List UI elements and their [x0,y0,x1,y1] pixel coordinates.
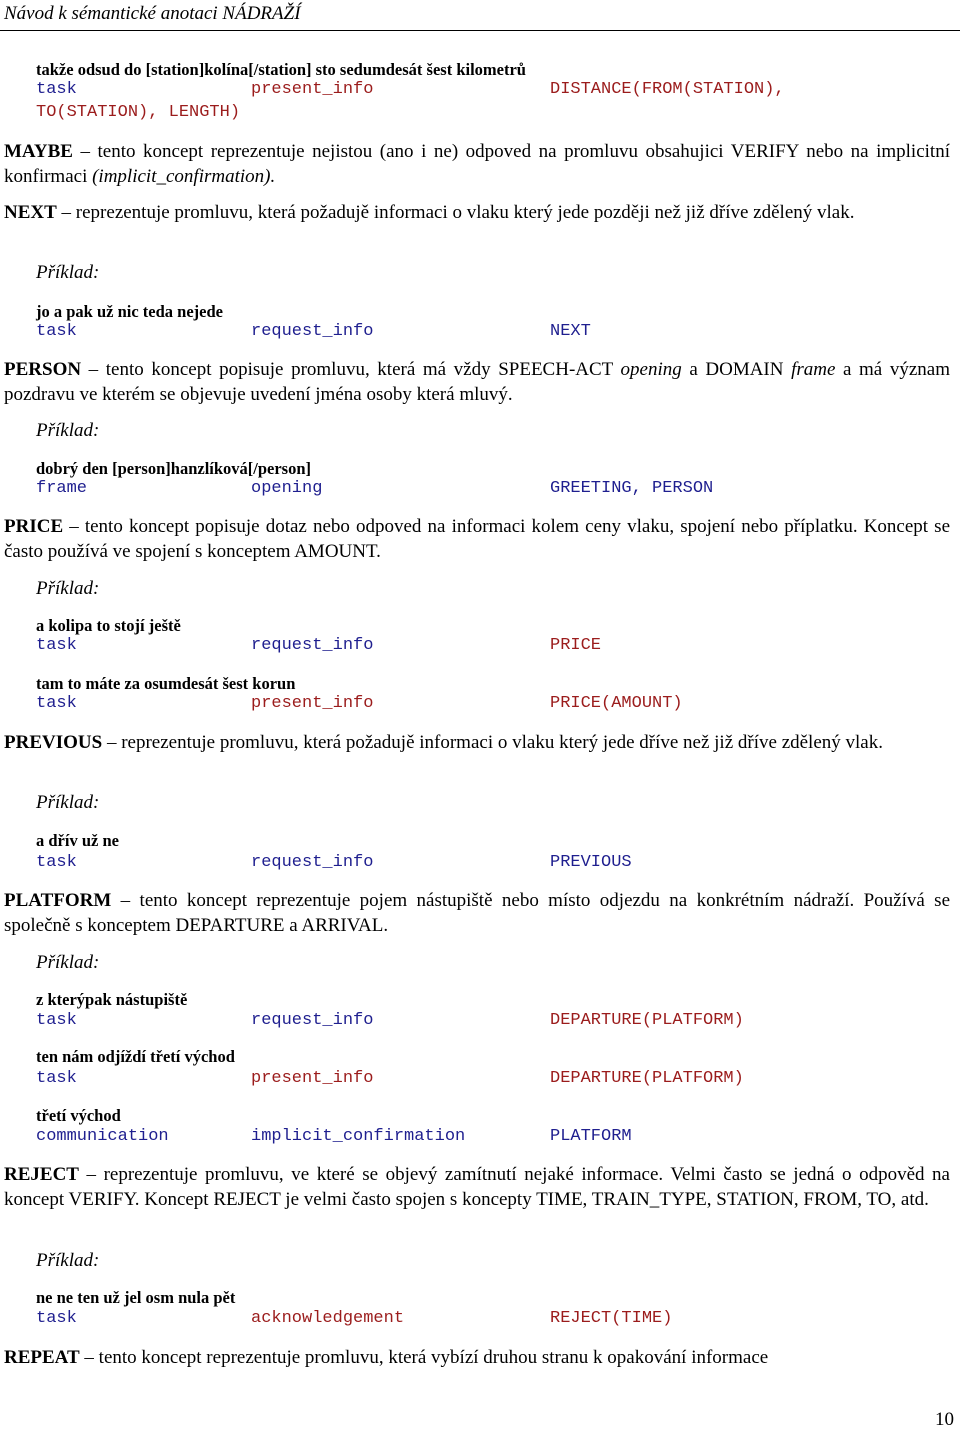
example-semantics: PRICE [550,636,602,655]
example-sentence: jo a pak už nic teda nejede [36,302,223,321]
example-sentence: a dřív už ne [36,831,119,850]
example-semantics: PRICE(AMOUNT) [550,694,683,713]
example-label: Příklad: [36,578,100,599]
example-speech-act: opening [251,479,323,498]
example-domain: task [36,80,77,99]
page-number: 10 [935,1409,954,1430]
example-semantics: GREETING, PERSON [550,479,714,498]
concept-term: PLATFORM [4,890,112,911]
concept-term: REPEAT [4,1347,80,1368]
example-speech-act: implicit_confirmation [251,1127,466,1146]
example-label: Příklad: [36,420,100,441]
example-sentence: tam to máte za osumdesát šest korun [36,674,296,693]
example-speech-act: present_info [251,80,374,99]
example-domain: task [36,853,77,872]
concept-price-paragraph: PRICE – tento koncept popisuje dotaz nebo odpoved na informaci kolem ceny vlaku, spojení nebo příplatku. Koncept se často používá ve spojení s konceptem AMOUNT. [4,516,950,562]
example-speech-act: request_info [251,636,374,655]
example-domain: task [36,322,77,341]
example-label: Příklad: [36,952,100,973]
document-header-title: Návod k sémantické anotaci NÁDRAŽÍ [4,3,301,24]
example-sentence: třetí východ [36,1106,121,1125]
example-speech-act: present_info [251,694,374,713]
example-semantics: NEXT [550,322,591,341]
concept-term: PRICE [4,516,64,537]
concept-platform-paragraph: PLATFORM – tento koncept reprezentuje pojem nástupiště nebo místo odjezdu na konkrétním nádraží. Používá se společně s konceptem DEPARTURE a ARRIVAL. [4,890,950,936]
example-speech-act: request_info [251,1011,374,1030]
concept-maybe-paragraph: MAYBE – tento koncept reprezentuje nejistou (ano i ne) odpoved na promluvu obsahujici VERIFY nebo na implicitní konfirmaci (implicit_confirmation). [4,141,950,187]
concept-term: PERSON [4,359,82,380]
example-sentence: dobrý den [person]hanzlíková[/person] [36,459,312,478]
example-semantics: REJECT(TIME) [550,1309,673,1328]
example-sentence: a kolipa to stojí ještě [36,616,181,635]
example-sentence: z kterýpak nástupiště [36,990,188,1009]
concept-previous-paragraph: PREVIOUS – reprezentuje promluvu, která požadujě informaci o vlaku který jede dříve než již dříve zdělený vlak. [4,732,883,753]
example-domain: communication [36,1127,169,1146]
example-domain: task [36,636,77,655]
example-label: Příklad: [36,792,100,813]
concept-next-paragraph: NEXT – reprezentuje promluvu, která požadujě informaci o vlaku který jede později než již dříve zdělený vlak. [4,202,855,223]
example-speech-act: acknowledgement [251,1309,405,1328]
example-domain: task [36,694,77,713]
example-sentence: ne ne ten už jel osm nula pět [36,1288,236,1307]
example-semantics: PREVIOUS [550,853,632,872]
example-label: Příklad: [36,1250,100,1271]
concept-term: PREVIOUS [4,732,103,753]
example-speech-act: request_info [251,322,374,341]
concept-term: REJECT [4,1164,79,1185]
example-domain: task [36,1011,77,1030]
example-speech-act: request_info [251,853,374,872]
example-domain: task [36,1069,77,1088]
concept-person-paragraph: PERSON – tento koncept popisuje promluvu, která má vždy SPEECH-ACT opening a DOMAIN frame a má význam pozdravu ve kterém se objevuje uvedení jména osoby která mluvý. [4,359,950,405]
concept-repeat-paragraph: REPEAT – tento koncept reprezentuje promluvu, která vybízí druhou stranu k opakování informace [4,1347,769,1368]
example-sentence: ten nám odjíždí třetí východ [36,1047,235,1066]
header-divider [0,30,960,31]
example-sentence: takže odsud do [station]kolína[/station] sto sedumdesát šest kilometrů [36,60,526,79]
example-semantics: PLATFORM [550,1127,632,1146]
example-semantics: DEPARTURE(PLATFORM) [550,1069,744,1088]
example-semantics: DEPARTURE(PLATFORM) [550,1011,744,1030]
concept-reject-paragraph: REJECT – reprezentuje promluvu, ve které se objevý zamítnutí nejaké informace. Velmi často se jedná o odpověd na koncept VERIFY. Koncept REJECT je velmi často spojen s koncepty TIME, TRAIN_TYPE, STATION, FROM, TO, atd. [4,1164,950,1210]
example-label: Příklad: [36,262,100,283]
example-domain: task [36,1309,77,1328]
concept-term: NEXT [4,202,57,223]
example-semantics-continued: TO(STATION), LENGTH) [36,103,241,122]
example-semantics: DISTANCE(FROM(STATION), [550,80,785,99]
example-domain: frame [36,479,88,498]
example-speech-act: present_info [251,1069,374,1088]
concept-term: MAYBE [4,141,73,162]
